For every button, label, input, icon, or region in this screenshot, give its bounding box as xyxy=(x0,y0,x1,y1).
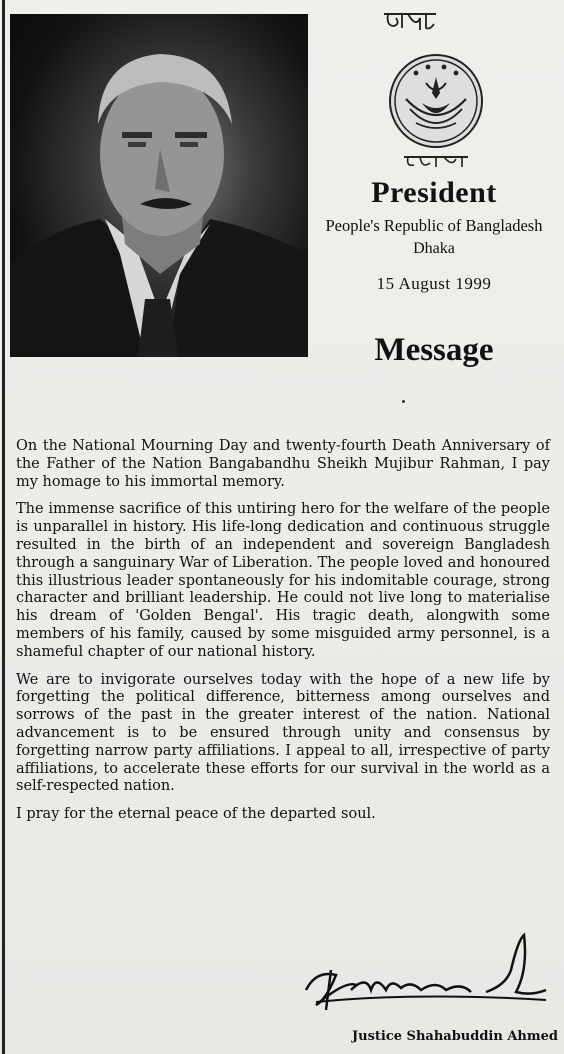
divider-dot xyxy=(402,400,405,403)
paragraph-3: We are to invigorate ourselves today with the hope of a new life by forgetting the political difference, bitterness among ourselves and sorrows of the past in the greater interest of the nation. National advancement is to be ensured through unity and consensus by forgetting narrow party affiliations. I appeal to all, irrespective of party affiliations, to accelerate these efforts for our survival in the world as a self-respected nation. xyxy=(16,671,550,795)
paragraph-1: On the National Mourning Day and twenty-fourth Death Anniversary of the Father of the Nation Bangabandhu Sheikh Mujibur Rahman, I pay my homage to his immortal memory. xyxy=(16,438,550,490)
page-border xyxy=(2,0,5,1054)
city-name: Dhaka xyxy=(413,240,455,257)
signature xyxy=(296,930,558,1020)
portrait-photo xyxy=(10,14,308,357)
signer-name: Justice Shahabuddin Ahmed xyxy=(351,1029,558,1044)
message-title: Message xyxy=(374,332,494,368)
bengali-header-script xyxy=(380,8,440,34)
message-date: 15 August 1999 xyxy=(376,274,492,293)
president-heading: President xyxy=(371,176,497,209)
paragraph-2: The immense sacrifice of this untiring hero for the welfare of the people is unparallel in history. His life-long dedication and continuous struggle resulted in the birth of an independent and sovereign Bangladesh through a sanguinary War of Liberation. The people loved and honoured this illustrious leader spontaneously for his indomitable courage, strong character and brilliant leadership. He could not live long to materialise his dream of 'Golden Bengal'. His tragic death, alongwith some members of his family, caused by some misguided army personnel, is a shameful chapter of our national history. xyxy=(16,501,550,660)
message-body xyxy=(16,438,550,834)
paragraph-4: I pray for the eternal peace of the departed soul. xyxy=(16,806,376,823)
bangladesh-emblem-icon xyxy=(386,53,486,169)
country-name: People's Republic of Bangladesh xyxy=(325,216,543,235)
